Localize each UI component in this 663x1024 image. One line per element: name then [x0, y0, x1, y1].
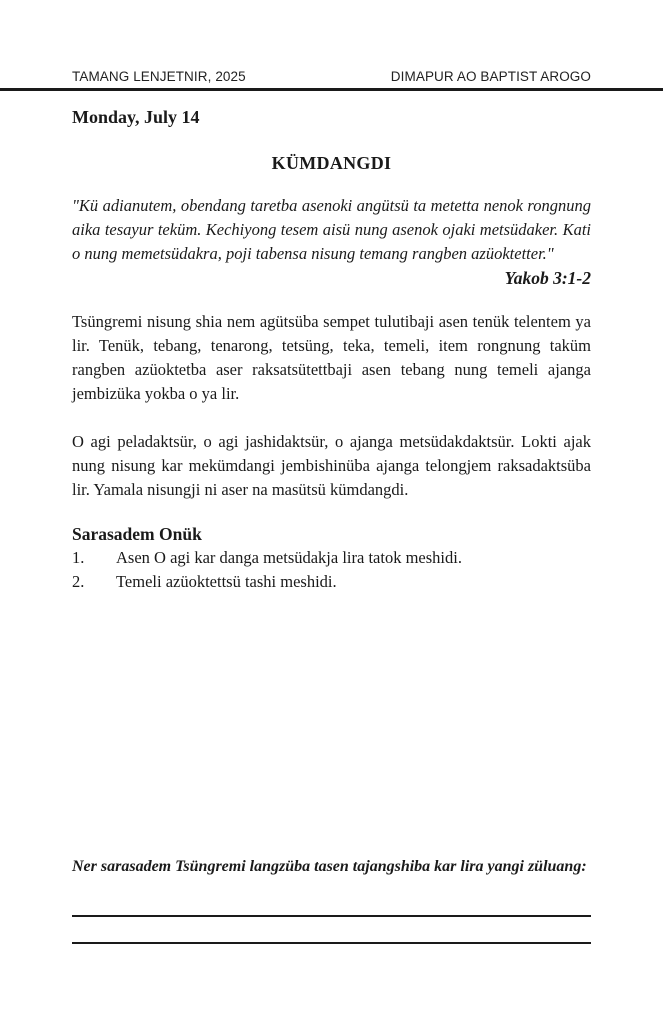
- scripture-reference: Yakob 3:1-2: [504, 268, 591, 288]
- writing-line: [72, 915, 591, 917]
- list-item-text: Asen O agi kar danga metsüdakja lira tatok meshidi.: [116, 548, 462, 567]
- list-item: [72, 546, 591, 570]
- running-header: [72, 69, 591, 84]
- body-paragraph: O agi peladaktsür, o agi jashidaktsür, o ajanga metsüdakdaktsür. Lokti ajak nung nisung kar mekümdangi jembishinüba ajanga telongjem raksadaktsüba lir. Yamala nisungji ni aser na masütsü kümdangdi.: [72, 432, 591, 499]
- page-date: Monday, July 14: [72, 107, 200, 127]
- header-rule: [0, 88, 663, 91]
- writing-line: [72, 942, 591, 944]
- reflection-heading: Sarasadem Onük: [72, 524, 202, 544]
- list-item-number: 1.: [72, 548, 85, 567]
- list-item: [72, 570, 591, 594]
- reflection-list: [72, 546, 591, 594]
- page-title: KÜMDANGDI: [271, 153, 392, 173]
- page-content: [72, 104, 591, 594]
- notes-section: [72, 856, 591, 878]
- scripture-verse: "Kü adianutem, obendang taretba asenoki angütsü ta metetta nenok rongnung aika tesayur teküm. Kechiyong tesem aisü nung asenok ojaki metsüdaker. Kati o nung memetsüdakra, poji tabensa nisung temang rangben azüoktetter.": [72, 196, 591, 263]
- header-left-title: TAMANG LENJETNIR, 2025: [72, 69, 246, 84]
- list-item-number: 2.: [72, 572, 85, 591]
- body-paragraph: Tsüngremi nisung shia nem agütsüba sempet tulutibaji asen tenük telentem ya lir. Tenük, tebang, tenarong, tetsüng, teka, temeli, item rongnung taküm rangben azüoktetba aser raksatsütettbaji asen tebang nung temeli ajanga jembizüka yokba o ya lir.: [72, 312, 591, 403]
- notes-prompt: Ner sarasadem Tsüngremi langzüba tasen tajangshiba kar lira yangi züluang:: [72, 858, 587, 875]
- header-right-title: DIMAPUR AO BAPTIST AROGO: [390, 69, 591, 84]
- list-item-text: Temeli azüoktettsü tashi meshidi.: [116, 572, 337, 591]
